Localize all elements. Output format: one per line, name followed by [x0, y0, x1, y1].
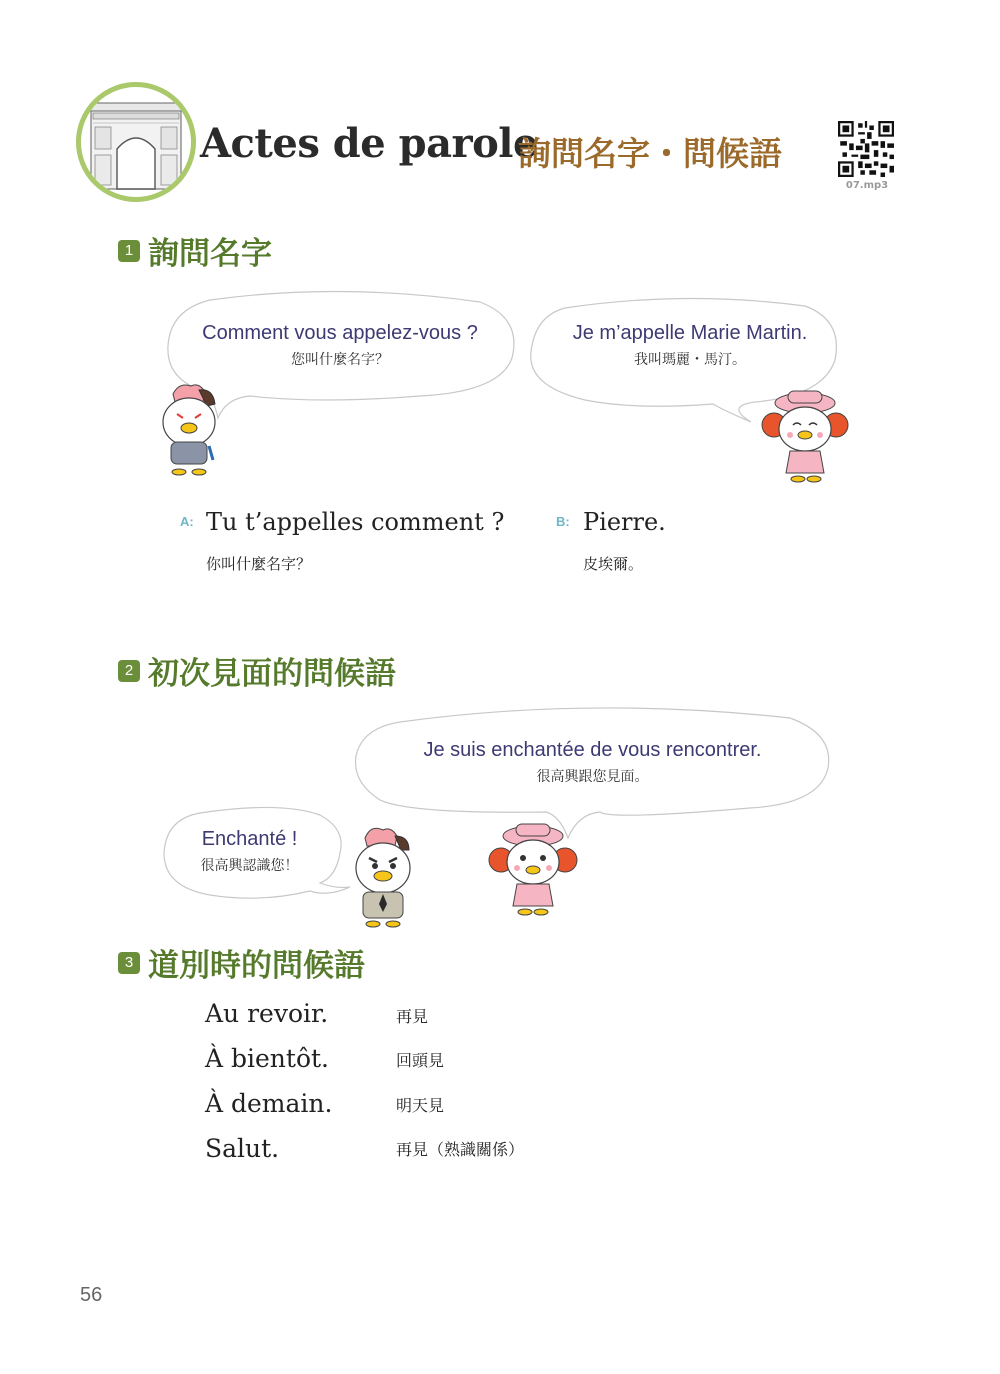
- section-number-badge: 1: [118, 240, 140, 262]
- farewell-chinese: 回頭見: [396, 1051, 445, 1070]
- farewell-french: À demain.: [205, 1089, 333, 1118]
- section-1-heading: [118, 228, 272, 273]
- bubble-right-text: [545, 322, 835, 369]
- section-2-heading: [118, 648, 396, 693]
- qr-code-icon[interactable]: [838, 121, 894, 177]
- farewell-french: À bientôt.: [205, 1044, 329, 1073]
- bubble-left-chinese: 您叫什麼名字？: [291, 352, 389, 368]
- audio-track-label: 07.mp3: [845, 180, 889, 191]
- farewell-chinese: 再見: [396, 1007, 429, 1026]
- bubble-large-text: [360, 739, 825, 786]
- bubble-left-text: [160, 322, 520, 369]
- bubble-small-text: [162, 828, 337, 875]
- dialogue-line-b: [556, 511, 570, 530]
- farewell-french: Au revoir.: [205, 999, 329, 1028]
- boy-character-illustration: [155, 380, 225, 480]
- section-title: 詢問名字: [148, 236, 272, 272]
- page-title-french: Actes de parole: [200, 120, 538, 167]
- farewell-chinese: 明天見: [396, 1096, 445, 1115]
- bubble-small-chinese: 很高興認識您！: [200, 858, 299, 874]
- dialogue-line-a: [180, 511, 194, 530]
- girl-character-illustration: [760, 385, 850, 485]
- dialogue-a-chinese: 你叫什麼名字？: [206, 555, 312, 573]
- speaker-b-label: B:: [556, 514, 570, 529]
- section-number-badge: 2: [118, 660, 140, 682]
- section-title: 初次見面的問候語: [148, 656, 396, 692]
- bubble-small-french: Enchanté !: [201, 828, 298, 850]
- boy-greeting-illustration: [345, 822, 420, 932]
- section-number-badge: 3: [118, 952, 140, 974]
- dialogue-a-french: Tu t’appelles comment ?: [206, 508, 505, 536]
- bubble-right-french: Je m’appelle Marie Martin.: [572, 322, 808, 344]
- section-title: 道別時的問候語: [148, 948, 365, 984]
- bubble-large-french: Je suis enchantée de vous rencontrer.: [423, 739, 762, 761]
- page-number: 56: [80, 1284, 103, 1306]
- farewell-french: Salut.: [205, 1134, 280, 1163]
- bubble-right-chinese: 我叫瑪麗・馬汀。: [634, 352, 746, 368]
- girl-greeting-illustration: [485, 820, 580, 920]
- section-3-heading: [118, 940, 365, 985]
- page-title-chinese: 詢問名字・問候語: [518, 134, 782, 173]
- speaker-a-label: A:: [180, 514, 194, 529]
- arc-de-triomphe-icon: [81, 87, 191, 197]
- dialogue-b-chinese: 皮埃爾。: [583, 555, 644, 573]
- farewell-chinese: 再見（熟識關係）: [396, 1140, 525, 1159]
- arc-de-triomphe-logo: [76, 82, 196, 202]
- bubble-large-chinese: 很高興跟您見面。: [536, 769, 649, 785]
- dialogue-b-french: Pierre.: [583, 508, 666, 536]
- bubble-left-french: Comment vous appelez-vous ?: [202, 322, 478, 344]
